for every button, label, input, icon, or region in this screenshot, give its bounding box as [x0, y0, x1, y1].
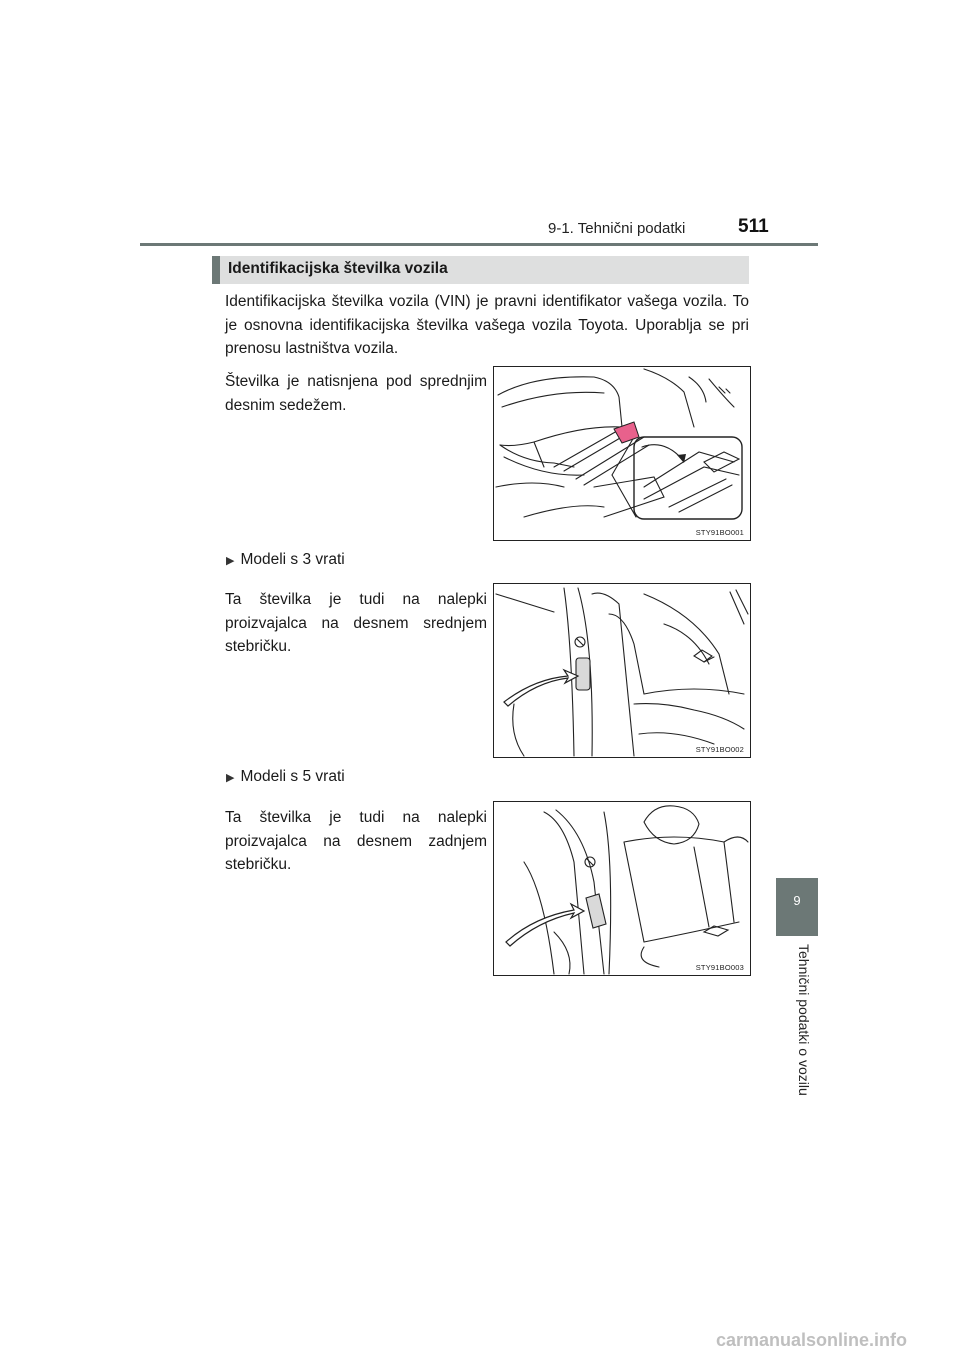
figure-code: STY91BO002 — [695, 745, 744, 754]
figure-code: STY91BO001 — [695, 528, 744, 537]
section-title: Identifikacijska številka vozila — [228, 260, 448, 277]
triangle-right-icon: ▶ — [226, 771, 235, 784]
chapter-tab-label: Tehnični podatki o vozilu — [796, 944, 812, 1096]
figure-rear-pillar — [493, 801, 751, 976]
subheading-5-door — [226, 768, 345, 786]
vin-location-text: Številka je natisnjena pod sprednjim desnim sedežem. — [225, 373, 487, 414]
figure-code: STY91BO003 — [695, 963, 744, 972]
seat-floor-illustration — [494, 367, 750, 540]
watermark: carmanualsonline.info — [716, 1330, 908, 1350]
intro-paragraph: Identifikacijska številka vozila (VIN) je pravni identifikator vašega vozila. To je osnovna identifikacijska številka vašega vozila Toyota. Uporablja se pri prenosu lastništva vozila. — [225, 293, 749, 357]
subheading-3-door — [226, 551, 345, 569]
triangle-right-icon: ▶ — [226, 554, 235, 567]
section-heading-accent — [212, 256, 220, 284]
running-header-section: 9-1. Tehnični podatki — [548, 220, 686, 237]
header-rule — [140, 243, 818, 246]
vin-label-3-door-text: Ta številka je tudi na nalepki proizvajalca na desnem srednjem stebričku. — [225, 591, 487, 655]
subheading-label: Modeli s 5 vrati — [240, 768, 345, 785]
figure-center-pillar — [493, 583, 751, 758]
rear-pillar-illustration — [494, 802, 750, 975]
vin-label-5-door-text: Ta številka je tudi na nalepki proizvajalca na desnem zadnjem stebričku. — [225, 809, 487, 873]
page-number: 511 — [738, 216, 769, 237]
subheading-label: Modeli s 3 vrati — [240, 551, 345, 568]
chapter-tab-number: 9 — [793, 893, 801, 908]
center-pillar-illustration — [494, 584, 750, 757]
figure-seat-floor — [493, 366, 751, 541]
